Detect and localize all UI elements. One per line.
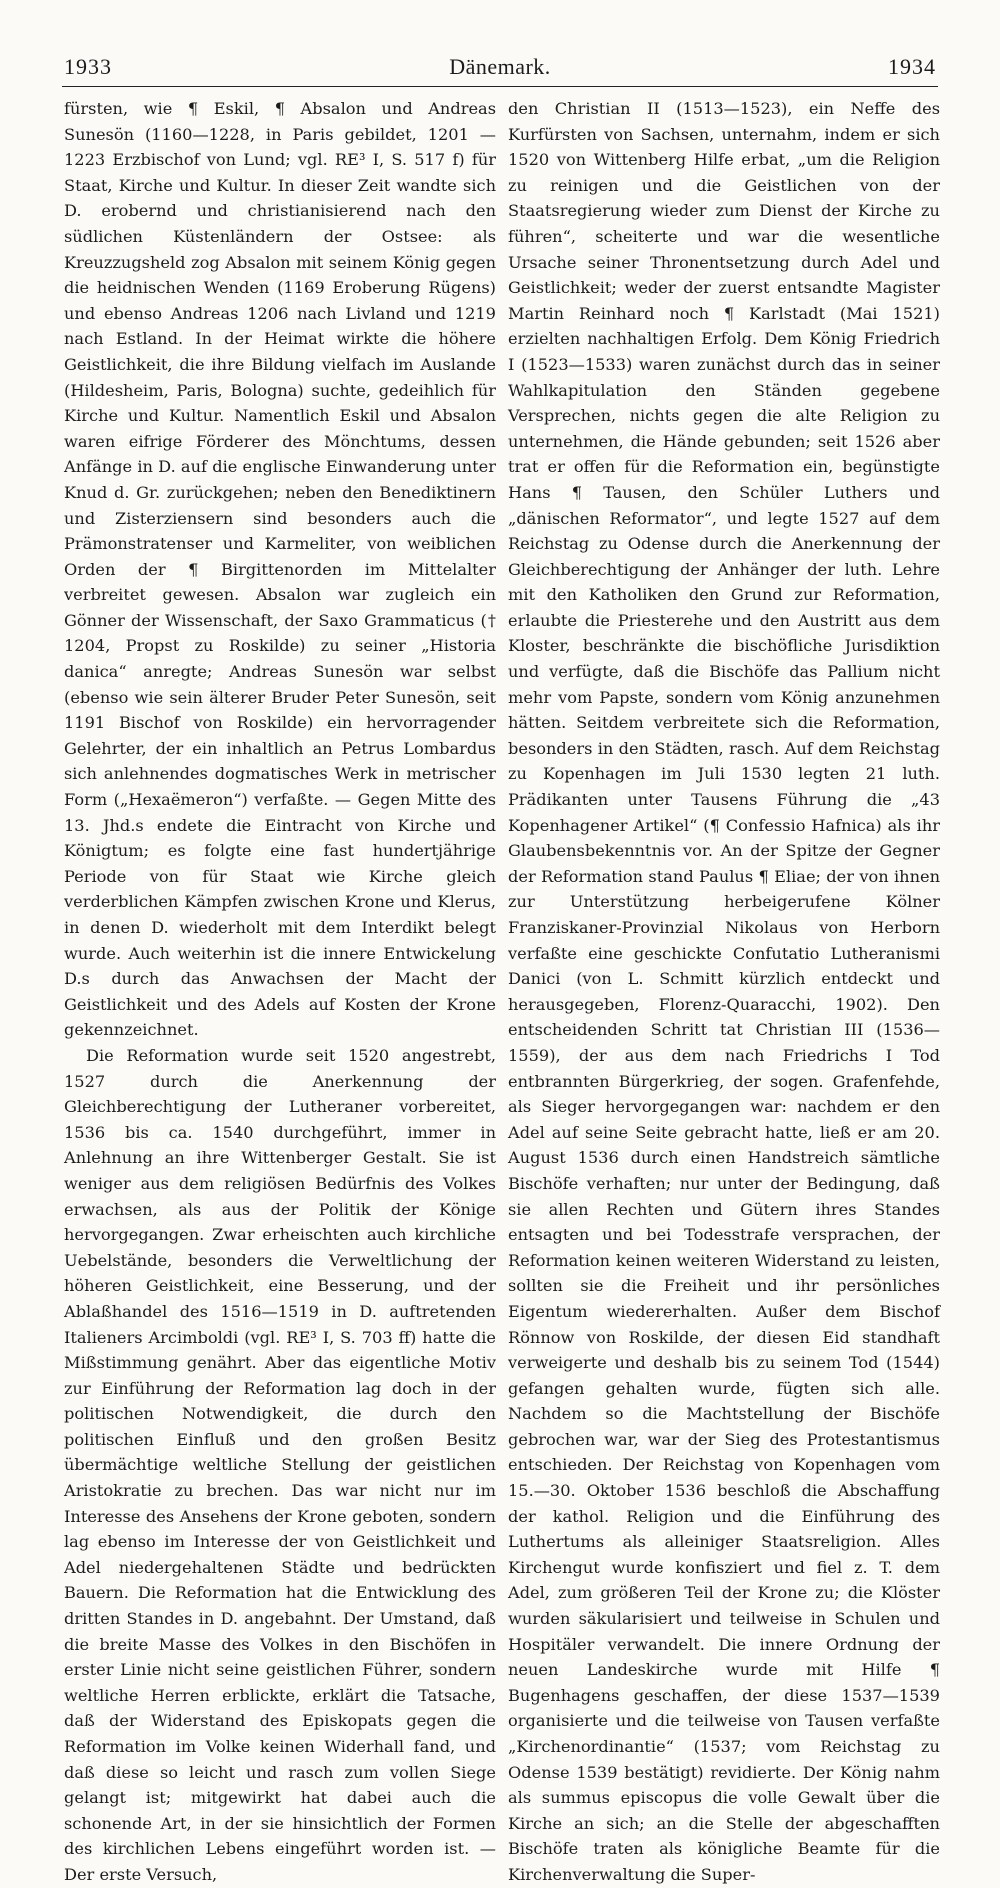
right-column [508,96,940,1888]
left-paragraph-1: fürsten, wie ¶ Eskil, ¶ Absalon und Andreas Sunesön (1160—1228, in Paris gebildet, 1201 —1223 Erzbischof von Lund; vgl. RE³ I, S. 517 f) für Staat, Kirche und Kultur. In dieser Zeit wandte sich D. erobernd und christianisierend nach den südlichen Küstenländern der Ostsee: als Kreuzzugsheld zog Absalon mit seinem König gegen die heidnischen Wenden (1169 Eroberung Rügens) und ebenso Andreas 1206 nach Livland und 1219 nach Estland. In der Heimat wirkte die höhere Geistlichkeit, die ihre Bildung vielfach im Auslande (Hildesheim, Paris, Bologna) suchte, gedeihlich für Kirche und Kultur. Namentlich Eskil und Absalon waren eifrige Förderer des Mönchtums, dessen Anfänge in D. auf die englische Einwanderung unter Knud d. Gr. zurückgehen; neben den Benediktinern und Zisterziensern sind besonders auch die Prämonstratenser und Karmeliter, von weiblichen Orden der ¶ Birgittenorden im Mittelalter verbreitet gewesen. Absalon war zugleich ein Gönner der Wissenschaft, der Saxo Grammaticus († 1204, Propst zu Roskilde) zu seiner „Historia danica“ anregte; Andreas Sunesön war selbst (ebenso wie sein älterer Bruder Peter Sunesön, seit 1191 Bischof von Roskilde) ein hervorragender Gelehrter, der ein inhaltlich an Petrus Lombardus sich anlehnendes dogmatisches Werk in metrischer Form („Hexaëmeron“) verfaßte. — Gegen Mitte des 13. Jhd.s endete die Eintracht von Kirche und Königtum; es folgte eine fast hundertjährige Periode von für Staat wie Kirche gleich verderblichen Kämpfen zwischen Krone und Klerus, in denen D. wiederholt mit dem Interdikt belegt wurde. Auch weiterhin ist die innere Entwickelung D.s durch das Anwachsen der Macht der Geistlichkeit und des Adels auf Kosten der Krone gekennzeichnet. [64,99,496,1040]
right-paragraph-1: den Christian II (1513—1523), ein Neffe des Kurfürsten von Sachsen, unternahm, indem er sich 1520 von Wittenberg Hilfe erbat, „um die Religion zu reinigen und die Geistlichen von der Staatsregierung wieder zum Dienst der Kirche zu führen“, scheiterte und war die wesentliche Ursache seiner Thronentsetzung durch Adel und Geistlichkeit; weder der zuerst entsandte Magister Martin Reinhard noch ¶ Karlstadt (Mai 1521) erzielten nachhaltigen Erfolg. Dem König Friedrich I (1523—1533) waren zunächst durch das in seiner Wahlkapitulation den Ständen gegebene Versprechen, nichts gegen die alte Religion zu unternehmen, die Hände gebunden; seit 1526 aber trat er offen für die Reformation ein, begünstigte Hans ¶ Tausen, den Schüler Luthers und „dänischen Reformator“, und legte 1527 auf dem Reichstag zu Odense durch die Anerkennung der Gleichberechtigung der Anhänger der luth. Lehre mit den Katholiken den Grund zur Reformation, erlaubte die Priesterehe und den Austritt aus dem Kloster, beschränkte die bischöfliche Jurisdiktion und verfügte, daß die Bischöfe das Pallium nicht mehr vom Papste, sondern vom König anzunehmen hätten. Seitdem verbreitete sich die Reformation, besonders in den Städten, rasch. Auf dem Reichstag zu Kopenhagen im Juli 1530 legten 21 luth. Prädikanten unter Tausens Führung die „43 Kopenhagener Artikel“ (¶ Confessio Hafnica) als ihr Glaubensbekenntnis vor. An der Spitze der Gegner der Reformation stand Paulus ¶ Eliae; der von ihnen zur Unterstützung herbeigerufene Kölner Franziskaner-Provinzial Nikolaus von Herborn verfaßte eine geschickte Confutatio Lutheranismi Danici (von L. Schmitt kürzlich entdeckt und herausgegeben, Florenz-Quaracchi, 1902). Den entscheidenden Schritt tat Christian III (1536—1559), der aus dem nach Friedrichs I Tod entbrannten Bürgerkrieg, der sogen. Grafenfehde, als Sieger hervorgegangen war: nachdem er den Adel auf seine Seite gebracht hatte, ließ er am 20. August 1536 durch einen Handstreich sämtliche Bischöfe verhaften; nur unter der Bedingung, daß sie allen Rechten und Gütern ihres Standes entsagten und bei Todesstrafe versprachen, der Reformation keinen weiteren Widerstand zu leisten, sollten sie die Freiheit und ihr persönliches Eigentum wiedererhalten. Außer dem Bischof Rönnow von Roskilde, der diesen Eid standhaft verweigerte und deshalb bis zu seinem Tod (1544) gefangen gehalten wurde, fügten sich alle. Nachdem so die Machtstellung der Bischöfe gebrochen war, war der Sieg des Protestantismus entschieden. Der Reichstag von Kopenhagen vom 15.—30. Oktober 1536 beschloß die Abschaffung der kathol. Religion und die Einführung des Luthertums als alleiniger Staatsreligion. Alles Kirchengut wurde konfisziert und fiel z. T. dem Adel, zum größeren Teil der Krone zu; die Klöster wurden säkularisiert und teilweise in Schulen und Hospitäler verwandelt. Die innere Ordnung der neuen Landeskirche wurde mit Hilfe ¶ Bugenhagens geschaffen, der diese 1537—1539 organisierte und die teilweise von Tausen verfaßte „Kirchenordinantie“ (1537; vom Reichstag zu Odense 1539 bestätigt) revidierte. Der König nahm als summus episcopus die volle Gewalt über die Kirche an sich; an die Stelle der abgeschafften Bischöfe traten als königliche Beamte für die Kirchenverwaltung die Super- [508,99,940,1884]
left-column [64,96,496,1888]
page-number-right: 1934 [888,54,936,79]
header-rule [62,86,938,87]
page-number-left: 1933 [64,54,112,79]
left-paragraph-2: Die Reformation wurde seit 1520 angestrebt, 1527 durch die Anerkennung der Gleichberechtigung der Lutheraner vorbereitet, 1536 bis ca. 1540 durchgeführt, immer in Anlehnung an ihre Wittenberger Gestalt. Sie ist weniger aus dem religiösen Bedürfnis des Volkes erwachsen, als aus der Politik der Könige hervorgegangen. Zwar erheischten auch kirchliche Uebelstände, besonders die Verweltlichung der höheren Geistlichkeit, eine Besserung, und der Ablaßhandel des 1516—1519 in D. auftretenden Italieners Arcimboldi (vgl. RE³ I, S. 703 ff) hatte die Mißstimmung genährt. Aber das eigentliche Motiv zur Einführung der Reformation lag doch in der politischen Notwendigkeit, die durch den politischen Einfluß und den großen Besitz übermächtige weltliche Stellung der geistlichen Aristokratie zu brechen. Das war nicht nur im Interesse des Ansehens der Krone geboten, sondern lag ebenso im Interesse der von Geistlichkeit und Adel niedergehaltenen Städte und bedrückten Bauern. Die Reformation hat die Entwicklung des dritten Standes in D. angebahnt. Der Umstand, daß die breite Masse des Volkes in den Bischöfen in erster Linie nicht seine geistlichen Führer, sondern weltliche Herren erblickte, erklärt die Tatsache, daß der Widerstand des Episkopats gegen die Reformation im Volke keinen Widerhall fand, und daß diese so leicht und rasch zum vollen Siege gelangt ist; mitgewirkt hat dabei auch die schonende Art, in der sie hinsichtlich der Formen des kirchlichen Lebens eingeführt worden ist. — Der erste Versuch, [64,1045,496,1884]
running-title: Dänemark. [449,54,551,79]
page-header [62,54,938,84]
